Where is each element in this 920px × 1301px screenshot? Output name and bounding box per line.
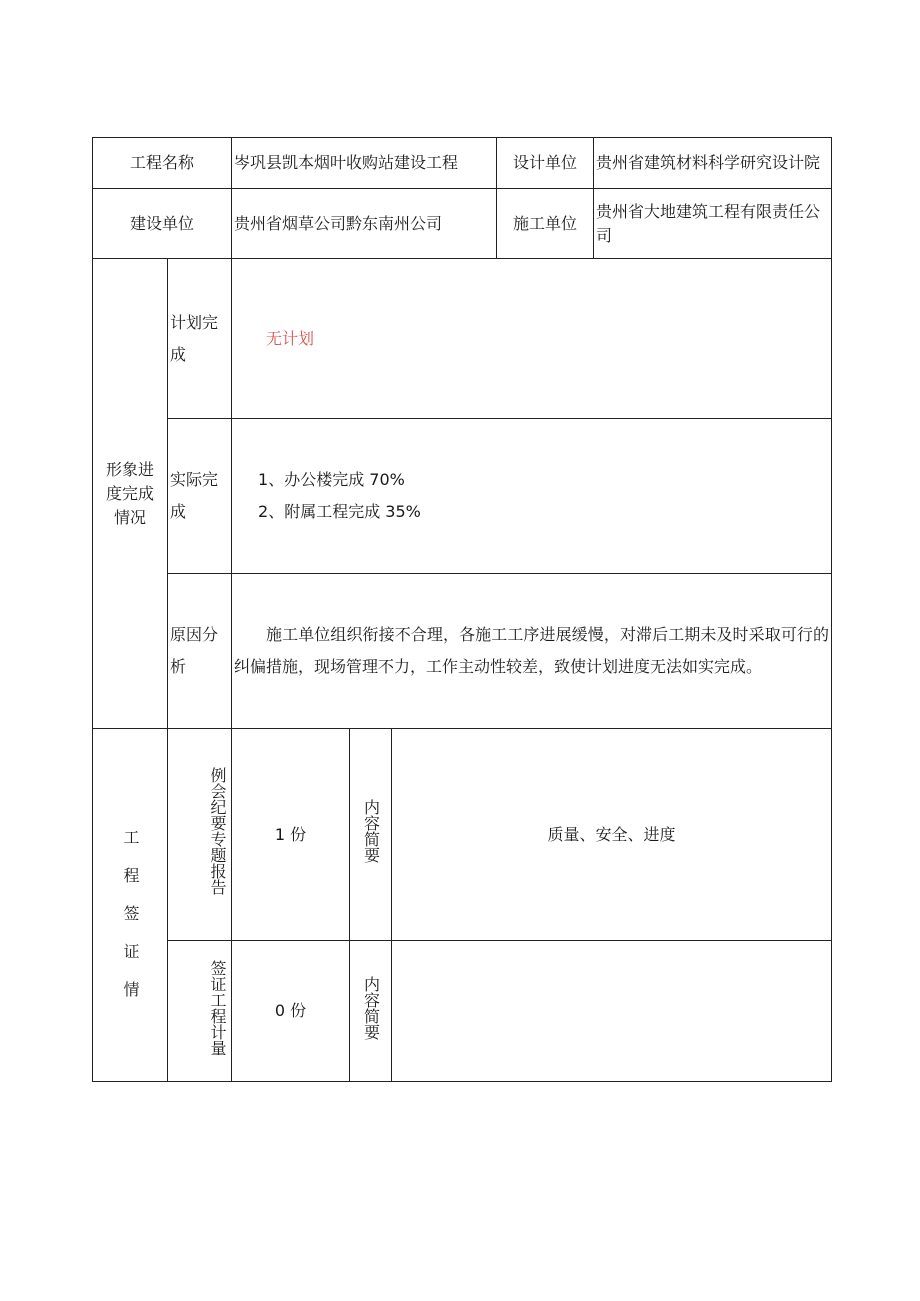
planned-value-cell [232,259,832,419]
visa-label: 签证工程计量 [208,959,228,1056]
planned-label: 计划完成 [168,259,232,419]
contractor-value: 贵州省大地建筑工程有限责任公司 [594,189,832,259]
visa-section-label: 工程签证情 [121,829,140,1019]
project-name-label: 工程名称 [93,138,232,189]
actual-item-1: 1、办公楼完成 70% [258,470,405,489]
actual-item-2: 2、附属工程完成 35% [258,502,421,521]
summary-label-cell-1 [350,729,392,941]
row-reason [93,574,832,729]
summary-label-2: 内容简要 [361,975,381,1040]
meeting-count: 1 份 [232,729,350,941]
actual-items-cell [232,419,832,574]
visa-label-cell [168,941,232,1082]
row-client [93,189,832,259]
visa-section-cell [93,729,168,1082]
progress-section-label: 形象进度完成情况 [93,259,168,729]
meeting-summary: 质量、安全、进度 [392,729,832,941]
planned-value: 无计划 [266,328,315,348]
row-visa [93,941,832,1082]
visa-count: 0 份 [232,941,350,1082]
summary-label-cell-2 [350,941,392,1082]
reason-label: 原因分析 [168,574,232,729]
design-unit-value: 贵州省建筑材料科学研究设计院 [594,138,832,189]
row-planned [93,259,832,419]
reason-text: 施工单位组织衔接不合理，各施工工序进展缓慢，对滞后工期未及时采取可行的纠偏措施，现场管理不力，工作主动性较差，致使计划进度无法如实完成。 [234,625,830,676]
row-actual [93,419,832,574]
reason-cell [232,574,832,729]
client-value: 贵州省烟草公司黔东南州公司 [232,189,497,259]
meeting-label: 例会纪要专题报告 [208,767,228,895]
actual-label: 实际完成 [168,419,232,574]
row-meeting [93,729,832,941]
summary-label-1: 内容简要 [361,799,381,863]
visa-summary [392,941,832,1082]
contractor-label: 施工单位 [497,189,594,259]
progress-report-form [92,137,832,1082]
row-project-name [93,138,832,189]
design-unit-label: 设计单位 [497,138,594,189]
report-table [92,137,832,1082]
client-label: 建设单位 [93,189,232,259]
project-name-value: 岑巩县凯本烟叶收购站建设工程 [232,138,497,189]
meeting-label-cell [168,729,232,941]
